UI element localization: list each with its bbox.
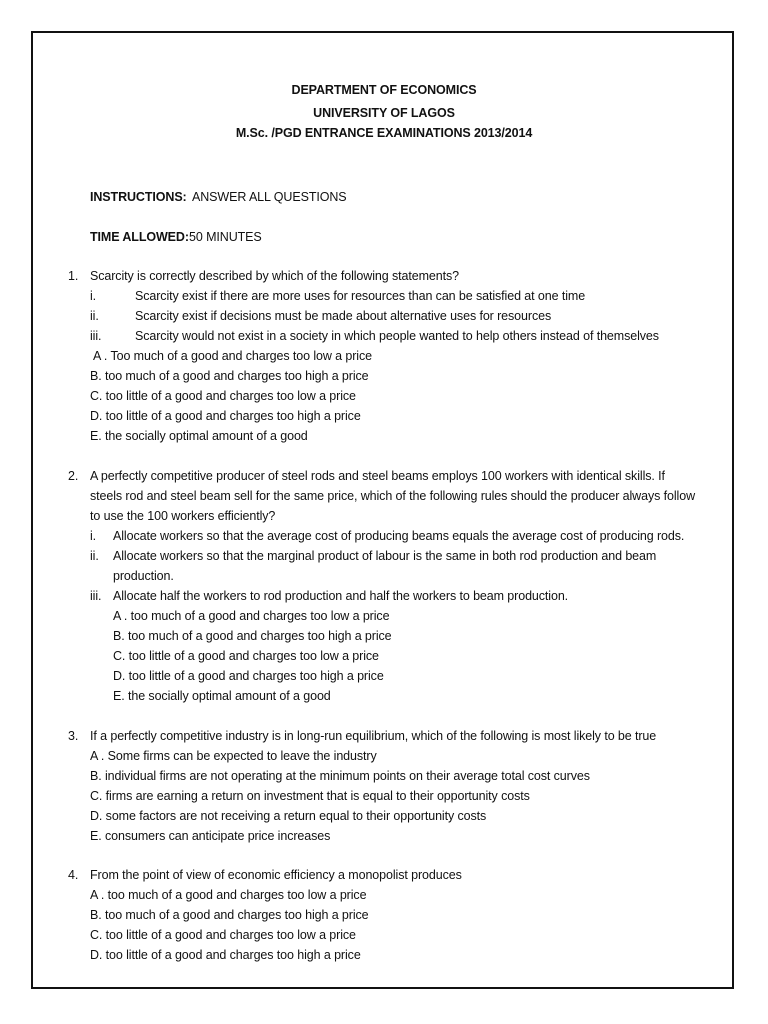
answer-option: D. too little of a good and charges too high a price bbox=[113, 669, 384, 683]
statement-numeral: ii. bbox=[90, 549, 99, 563]
statement-numeral: i. bbox=[90, 529, 97, 543]
answer-option: C. too little of a good and charges too low a price bbox=[113, 649, 379, 663]
answer-option: C. firms are earning a return on investment that is equal to their opportunity costs bbox=[90, 789, 530, 803]
department-title: DEPARTMENT OF ECONOMICS bbox=[291, 83, 477, 97]
statement-numeral: i. bbox=[90, 289, 97, 303]
answer-option: D. some factors are not receiving a return equal to their opportunity costs bbox=[90, 809, 487, 823]
question-number: 1. bbox=[68, 269, 79, 283]
question-number: 3. bbox=[68, 729, 79, 743]
question-stem: A perfectly competitive producer of steel rods and steel beams employs 100 workers with identical skills. If bbox=[90, 469, 665, 483]
statement-text: Allocate workers so that the marginal product of labour is the same in both rod production and beam bbox=[113, 549, 657, 563]
statement-numeral: iii. bbox=[90, 589, 102, 603]
statement-numeral: iii. bbox=[90, 329, 102, 343]
answer-option: B. too much of a good and charges too high a price bbox=[90, 369, 369, 383]
question-number: 2. bbox=[68, 469, 79, 483]
answer-option: E. the socially optimal amount of a good bbox=[113, 689, 331, 703]
answer-option: B. individual firms are not operating at the minimum points on their average total cost curves bbox=[90, 769, 590, 783]
answer-option: A . too much of a good and charges too low a price bbox=[113, 609, 390, 623]
answer-option: B. too much of a good and charges too high a price bbox=[113, 629, 392, 643]
statement-text: Allocate workers so that the average cost of producing beams equals the average cost of producing rods. bbox=[113, 529, 685, 543]
statement-numeral: ii. bbox=[90, 309, 99, 323]
answer-option: D. too little of a good and charges too high a price bbox=[90, 409, 361, 423]
time-allowed-value: 50 MINUTES bbox=[189, 230, 262, 244]
answer-option: A . too much of a good and charges too low a price bbox=[90, 888, 367, 902]
time-allowed-label: TIME ALLOWED: bbox=[90, 230, 189, 244]
answer-option: C. too little of a good and charges too low a price bbox=[90, 389, 356, 403]
question-stem: to use the 100 workers efficiently? bbox=[90, 509, 276, 523]
question-stem: steels rod and steel beam sell for the same price, which of the following rules should the producer always follow bbox=[90, 489, 695, 503]
university-title: UNIVERSITY OF LAGOS bbox=[313, 106, 455, 120]
answer-option: B. too much of a good and charges too high a price bbox=[90, 908, 369, 922]
answer-option: A . Too much of a good and charges too low a price bbox=[93, 349, 372, 363]
statement-text: Scarcity exist if decisions must be made about alternative uses for resources bbox=[135, 309, 552, 323]
answer-option: E. consumers can anticipate price increases bbox=[90, 829, 331, 843]
answer-option: C. too little of a good and charges too low a price bbox=[90, 928, 356, 942]
exam-title: M.Sc. /PGD ENTRANCE EXAMINATIONS 2013/2014 bbox=[235, 126, 533, 140]
statement-text: Scarcity exist if there are more uses for resources than can be satisfied at one time bbox=[135, 289, 586, 303]
statement-text: Scarcity would not exist in a society in which people wanted to help others instead of themselves bbox=[135, 329, 659, 343]
question-stem: Scarcity is correctly described by which of the following statements? bbox=[90, 269, 459, 283]
instructions-value: ANSWER ALL QUESTIONS bbox=[192, 190, 347, 204]
question-stem: From the point of view of economic efficiency a monopolist produces bbox=[90, 868, 462, 882]
answer-option: D. too little of a good and charges too high a price bbox=[90, 948, 361, 962]
answer-option: E. the socially optimal amount of a good bbox=[90, 429, 308, 443]
statement-text: production. bbox=[113, 569, 174, 583]
instructions-label: INSTRUCTIONS: bbox=[90, 190, 187, 204]
answer-option: A . Some firms can be expected to leave the industry bbox=[90, 749, 377, 763]
question-number: 4. bbox=[68, 868, 79, 882]
question-stem: If a perfectly competitive industry is in long-run equilibrium, which of the following is most likely to be true bbox=[90, 729, 657, 743]
statement-text: Allocate half the workers to rod production and half the workers to beam production. bbox=[113, 589, 569, 603]
